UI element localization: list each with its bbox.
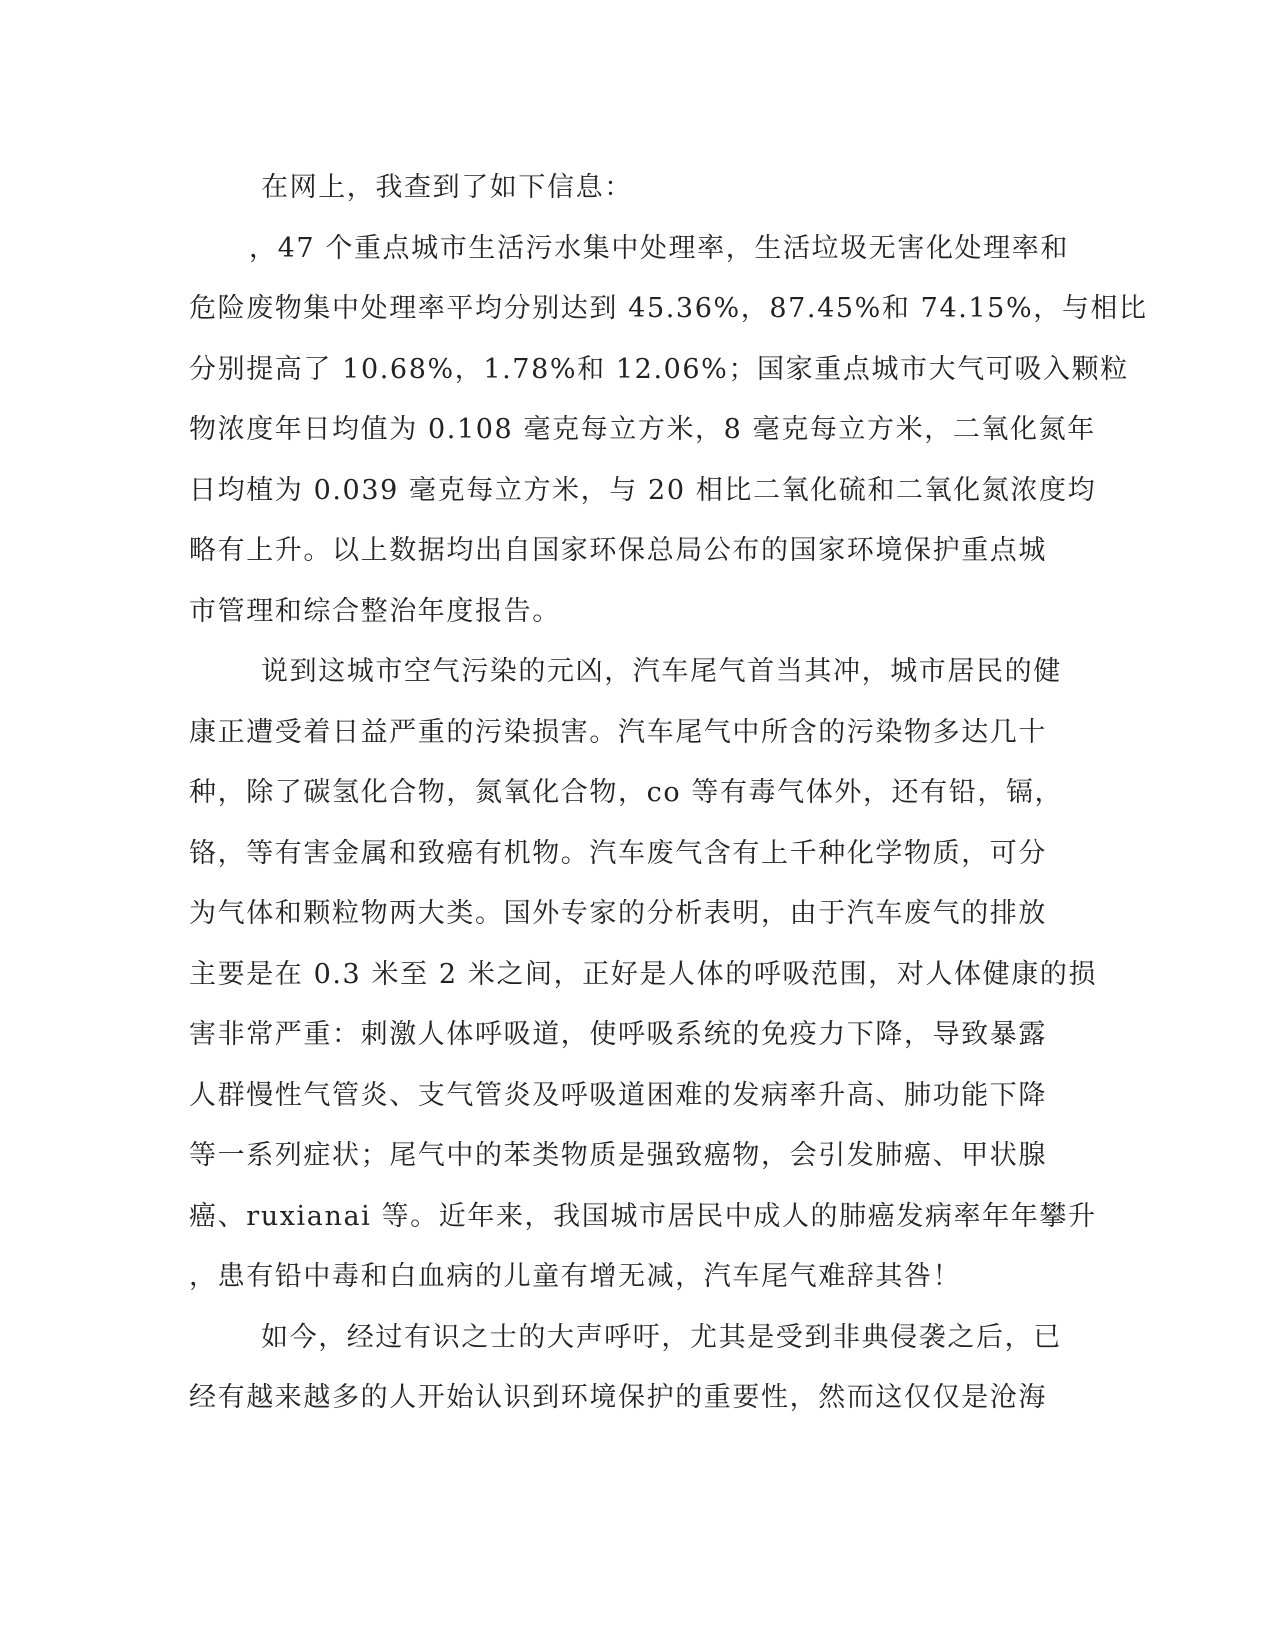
paragraph-line: 害非常严重：刺激人体呼吸道，使呼吸系统的免疫力下降，导致暴露 xyxy=(189,1019,1047,1050)
paragraph-line: 日均植为 0.039 毫克每立方米，与 20 相比二氧化硫和二氧化氮浓度均 xyxy=(189,474,1097,506)
paragraph-line: 危险废物集中处理率平均分别达到 45.36%，87.45%和 74.15%，与相比 xyxy=(189,293,1148,324)
paragraph-line: 主要是在 0.3 米至 2 米之间，正好是人体的呼吸范围，对人体健康的损 xyxy=(189,958,1098,990)
paragraph-line: 癌、ruxianai 等。近年来，我国城市居民中成人的肺癌发病率年年攀升 xyxy=(189,1200,1097,1232)
paragraph-line: 略有上升。以上数据均出自国家环保总局公布的国家环境保护重点城 xyxy=(189,535,1047,566)
document-body xyxy=(189,158,1148,1429)
paragraph-line: 市管理和综合整治年度报告。 xyxy=(189,595,561,627)
paragraph-line: 铬，等有害金属和致癌有机物。汽车废气含有上千种化学物质，可分 xyxy=(189,837,1047,869)
paragraph-line: ，患有铅中毒和白血病的儿童有增无减，汽车尾气难辞其咎！ xyxy=(189,1261,962,1292)
paragraph-line: 经有越来越多的人开始认识到环境保护的重要性，然而这仅仅是沧海 xyxy=(189,1382,1047,1413)
paragraph-line: 分别提高了 10.68%，1.78%和 12.06%；国家重点城市大气可吸入颗粒 xyxy=(189,353,1129,385)
paragraph-line: 种，除了碳氢化合物，氮氧化合物，co 等有毒气体外，还有铅，镉， xyxy=(189,777,1064,808)
paragraph-line: 等一系列症状；尾气中的苯类物质是强致癌物，会引发肺癌、甲状腺 xyxy=(189,1140,1047,1171)
paragraph-line: 物浓度年日均值为 0.108 毫克每立方米，8 毫克每立方米，二氧化氮年 xyxy=(189,414,1096,445)
paragraph-line: ，47 个重点城市生活污水集中处理率，生活垃圾无害化处理率和 xyxy=(249,232,1069,264)
paragraph-line: 说到这城市空气污染的元凶，汽车尾气首当其冲，城市居民的健 xyxy=(261,656,1062,687)
paragraph-line: 在网上，我查到了如下信息： xyxy=(261,172,633,203)
paragraph-line: 如今，经过有识之士的大声呼吁，尤其是受到非典侵袭之后，已 xyxy=(261,1321,1062,1353)
paragraph-line: 人群慢性气管炎、支气管炎及呼吸道困难的发病率升高、肺功能下降 xyxy=(189,1079,1047,1111)
paragraph-line: 康正遭受着日益严重的污染损害。汽车尾气中所含的污染物多达几十 xyxy=(189,716,1047,748)
paragraph-line: 为气体和颗粒物两大类。国外专家的分析表明，由于汽车废气的排放 xyxy=(189,898,1047,929)
